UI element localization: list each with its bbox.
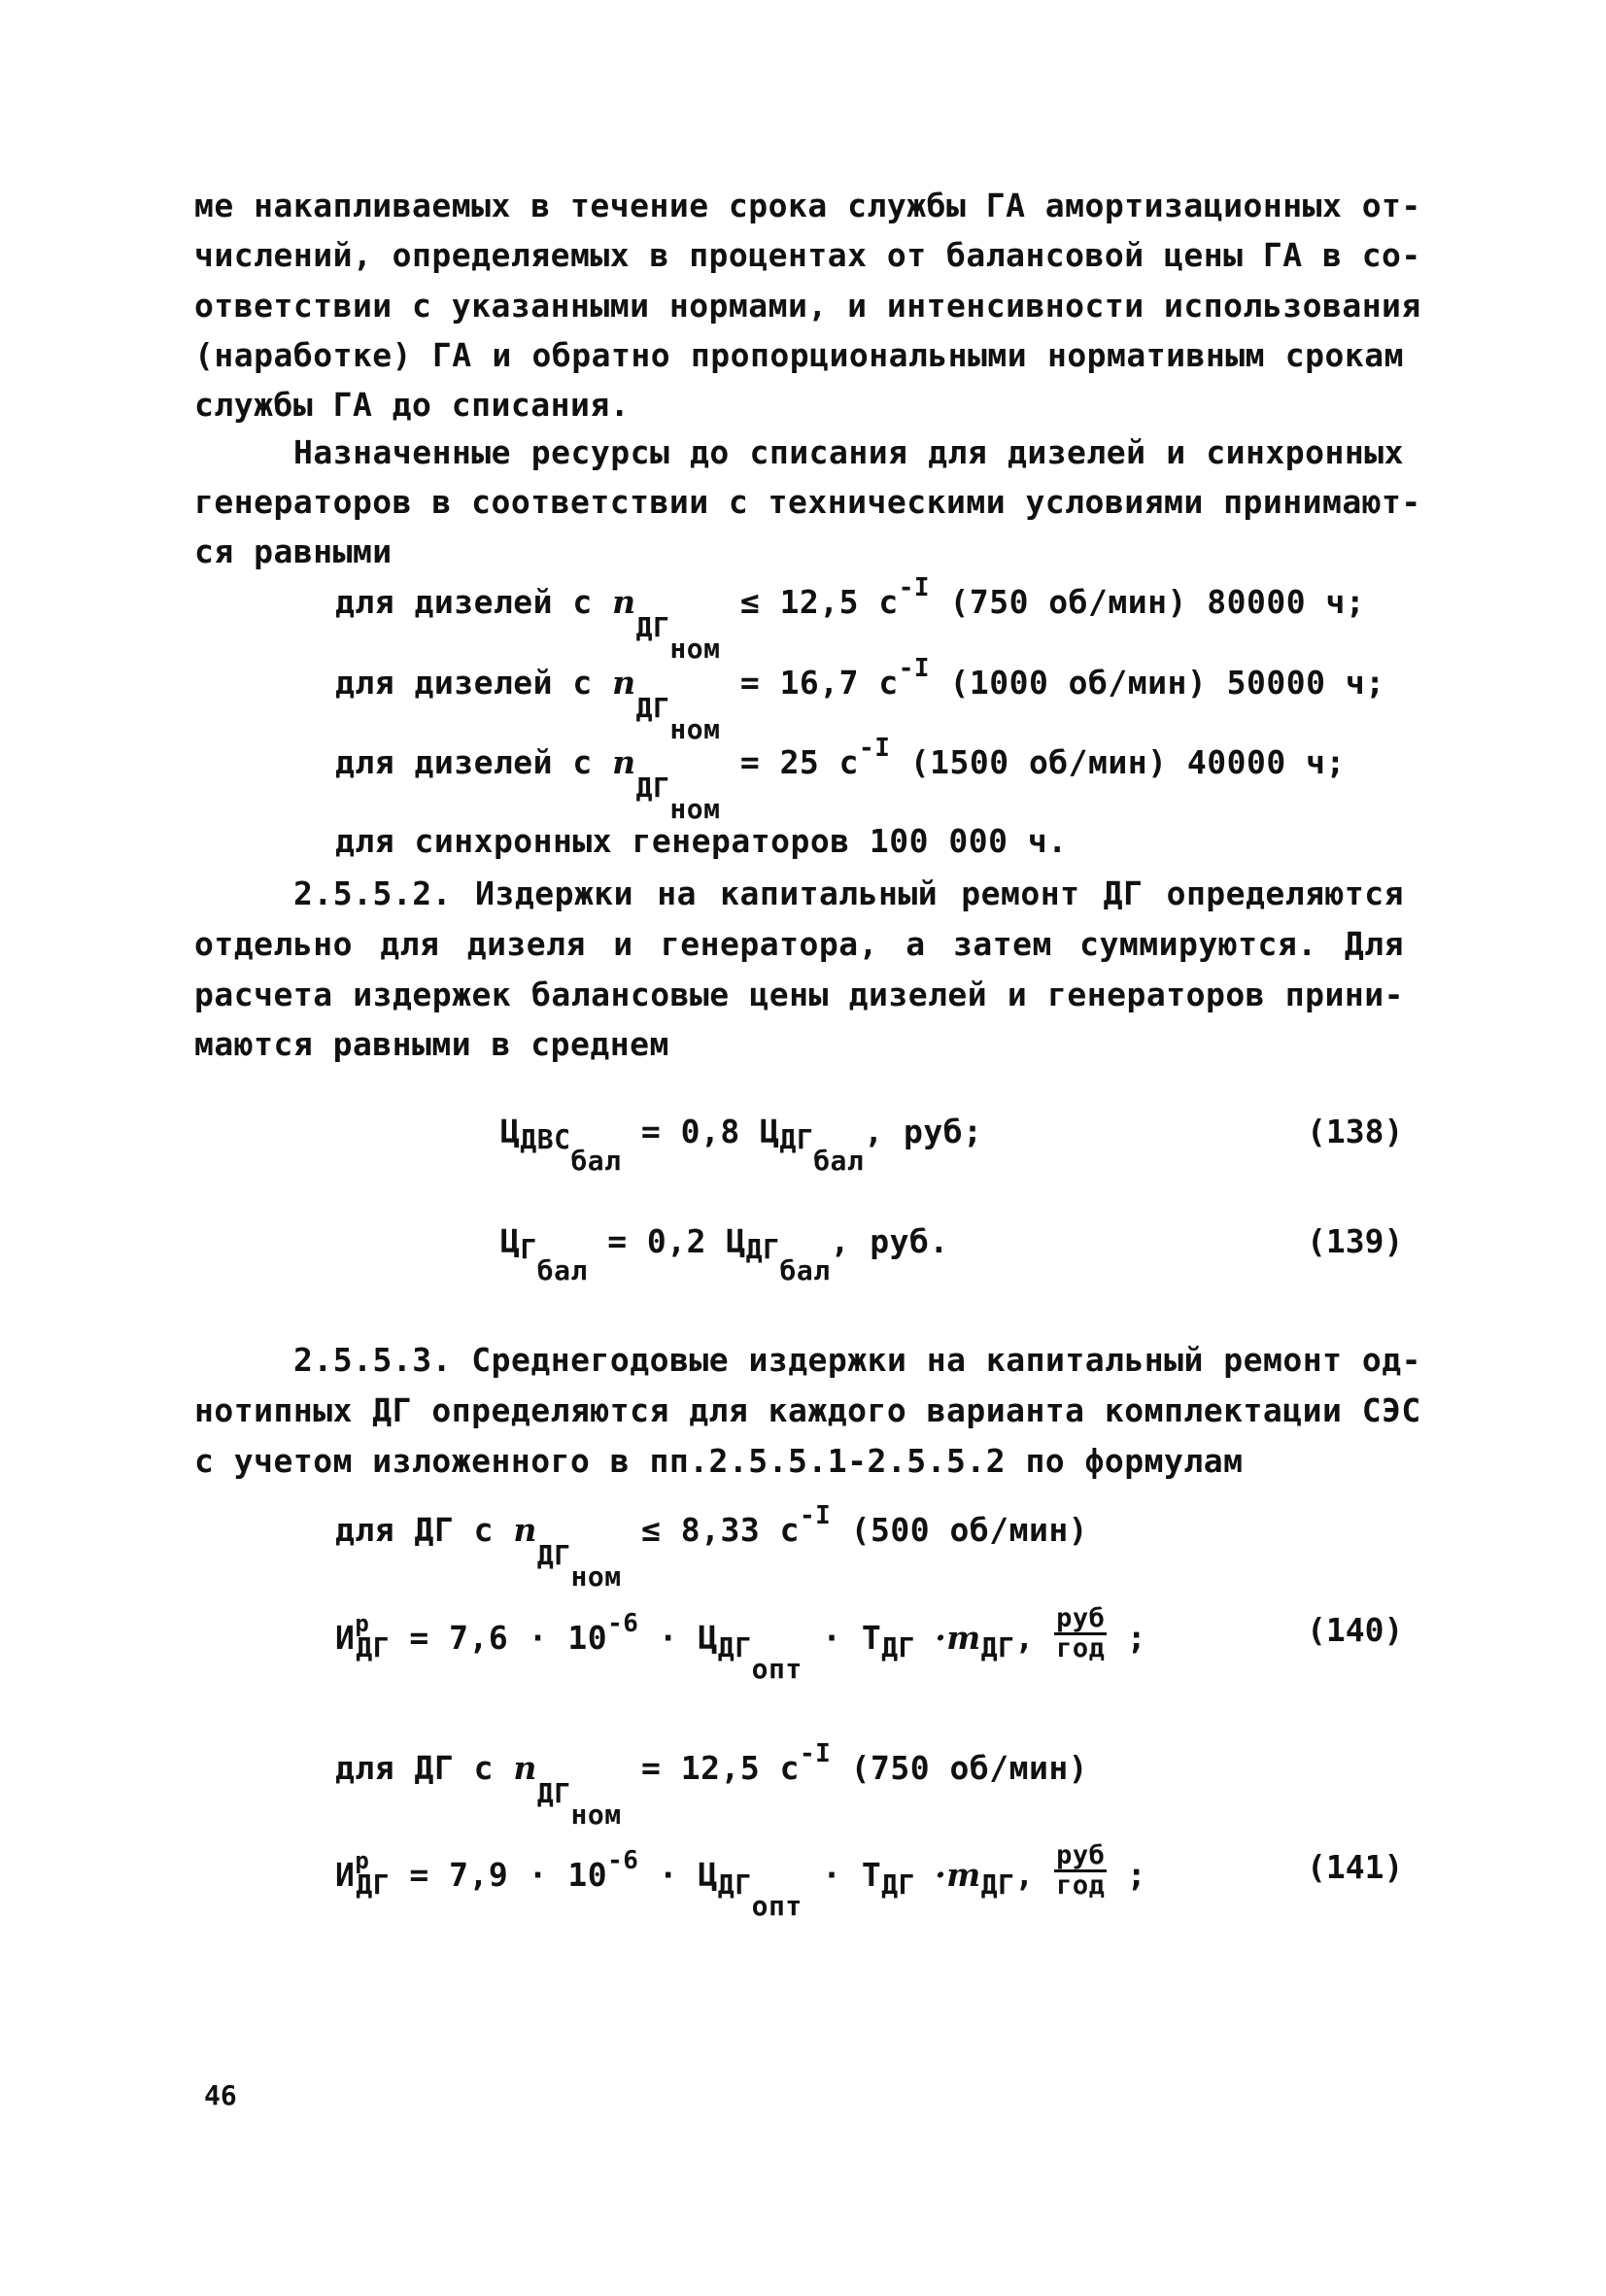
unit-fraction bbox=[1054, 1842, 1107, 1900]
exponent: -I bbox=[799, 1501, 832, 1530]
equation-body: = 0,8 Ц bbox=[640, 1113, 780, 1150]
subscript bbox=[536, 1777, 622, 1831]
equation-symbol: И bbox=[335, 1619, 356, 1657]
resource-prefix: для дизелей с bbox=[335, 664, 593, 702]
equation-term: · Т bbox=[822, 1619, 882, 1657]
rotation-speed-variable: n bbox=[513, 1511, 537, 1549]
subscript bbox=[520, 1123, 622, 1177]
subscript-text: бал bbox=[779, 1254, 831, 1286]
exponent: -6 bbox=[607, 1609, 639, 1638]
equation-term: ·m bbox=[935, 1856, 981, 1894]
equation-unit: , руб; bbox=[864, 1113, 983, 1150]
subscript-text: ДГ bbox=[536, 1539, 571, 1571]
text-line: 2.5.5.2. Издержки на капитальный ремонт ДГ определяются bbox=[293, 874, 1404, 912]
condition-prefix: для ДГ с bbox=[335, 1511, 494, 1549]
resource-prefix: для дизелей с bbox=[335, 743, 593, 781]
equation-139 bbox=[500, 1222, 949, 1286]
equation-term: · Т bbox=[822, 1856, 882, 1894]
text-line: Назначенные ресурсы до списания для дизелей и синхронных bbox=[293, 433, 1404, 471]
subscript-text: бал bbox=[813, 1145, 865, 1177]
relation: = 16,7 с bbox=[739, 664, 899, 702]
condition-750 bbox=[335, 1739, 1089, 1831]
subscript-text: ДГ bbox=[635, 611, 670, 643]
resource-line-750 bbox=[335, 573, 1366, 665]
equation-body: = 7,9 · 10 bbox=[409, 1856, 608, 1894]
unit-fraction bbox=[1054, 1605, 1107, 1662]
subscript bbox=[779, 1123, 865, 1177]
exponent: -I bbox=[799, 1739, 832, 1768]
subscript-text: опт bbox=[751, 1890, 803, 1922]
subscript-text: опт bbox=[751, 1653, 803, 1685]
subscript-text: ДГ bbox=[635, 692, 670, 724]
subscript: ДГ bbox=[356, 1868, 391, 1901]
subscript-text: бал bbox=[536, 1254, 588, 1286]
subscript bbox=[717, 1868, 803, 1922]
equation-unit: , руб. bbox=[830, 1222, 949, 1260]
equation-number: (141) bbox=[1307, 1848, 1404, 1886]
subscript-text: бал bbox=[570, 1145, 622, 1177]
condition-prefix: для ДГ с bbox=[335, 1749, 494, 1787]
subscript-text: ДГ bbox=[536, 1777, 571, 1809]
exponent: -I bbox=[859, 734, 891, 763]
exponent: -I bbox=[898, 573, 931, 602]
equation-term: · Ц bbox=[658, 1619, 718, 1657]
subscript bbox=[520, 1233, 588, 1286]
equation-term: · Ц bbox=[658, 1856, 718, 1894]
text-line: с учетом изложенного в пп.2.5.5.1-2.5.5.2 по формулам bbox=[194, 1442, 1244, 1480]
text-line: ме накапливаемых в течение срока службы ГА амортизационных от- bbox=[194, 187, 1421, 224]
equation-symbol: Ц bbox=[500, 1113, 521, 1150]
equation-140: $И^р_{ДГ} = 7,6 \cdot 10^{-6} \cdot Ц_{ДГопт} \cdot Т_{ДГ} \cdot m_{ДГ}$, $\frac{\text{руб}}{\text{год}}$ ; bbox=[335, 1603, 1147, 1685]
superscript: р bbox=[355, 1610, 370, 1637]
subscript-text: ном bbox=[669, 713, 721, 745]
subscript-text: ном bbox=[570, 1560, 622, 1593]
subscript: ДГ bbox=[980, 1631, 1015, 1663]
equation-body: = 0,2 Ц bbox=[607, 1222, 746, 1260]
resource-prefix: для дизелей с bbox=[335, 583, 593, 621]
resource-value: (750 об/мин) 80000 ч; bbox=[949, 583, 1366, 621]
equation-138 bbox=[500, 1113, 983, 1177]
text-line: числений, определяемых в процентах от балансовой цены ГА в со- bbox=[194, 236, 1421, 274]
subscript bbox=[717, 1631, 803, 1685]
equation-body: = 7,6 · 10 bbox=[409, 1619, 608, 1657]
equation-term: ·m bbox=[935, 1619, 981, 1657]
subscript bbox=[745, 1233, 831, 1286]
condition-rest: (500 об/мин) bbox=[850, 1511, 1089, 1549]
subscript-text: ДГ bbox=[779, 1123, 814, 1155]
subscript-text: ДГ bbox=[717, 1868, 752, 1901]
equation-symbol: И bbox=[335, 1856, 356, 1894]
fraction-numerator: руб bbox=[1056, 1840, 1106, 1870]
subscript-text: ном bbox=[669, 633, 721, 665]
subscript bbox=[635, 771, 721, 825]
subscript: ДГ bbox=[980, 1868, 1015, 1901]
subscript-text: ДГ bbox=[635, 771, 670, 804]
equation-141: $И^р_{ДГ} = 7,9 \cdot 10^{-6} \cdot Ц_{ДГопт} \cdot Т_{ДГ} \cdot m_{ДГ}$, $\frac{\text{руб}}{\text{год}}$ ; bbox=[335, 1840, 1147, 1922]
subscript bbox=[635, 611, 721, 665]
equation-number: (138) bbox=[1307, 1113, 1404, 1150]
subscript: ДГ bbox=[881, 1631, 915, 1663]
resource-line-1000 bbox=[335, 654, 1385, 745]
resource-line-1500 bbox=[335, 734, 1346, 825]
text-line: генераторов в соответствии с техническими условиями принимают- bbox=[194, 483, 1421, 521]
equation-symbol: Ц bbox=[500, 1222, 521, 1260]
subscript-text: ном bbox=[570, 1799, 622, 1831]
exponent: -6 bbox=[607, 1846, 639, 1875]
equation-number: (139) bbox=[1307, 1222, 1404, 1260]
text-line: маются равными в среднем bbox=[194, 1025, 669, 1063]
page-number: 46 bbox=[204, 2079, 237, 2111]
text-line: нотипных ДГ определяются для каждого варианта комплектации СЭС bbox=[194, 1391, 1421, 1429]
resource-line-generators: для синхронных генераторов 100 000 ч. bbox=[335, 822, 1068, 860]
subscript bbox=[635, 692, 721, 745]
subscript-text: ДГ bbox=[745, 1233, 780, 1265]
text-line: расчета издержек балансовые цены дизелей и генераторов прини- bbox=[194, 976, 1404, 1013]
subscript-text: ДВС bbox=[520, 1123, 571, 1155]
text-line: (наработке) ГА и обратно пропорциональными нормативным срокам bbox=[194, 336, 1404, 374]
rotation-speed-variable: n bbox=[612, 583, 636, 621]
subscript-text: ДГ bbox=[717, 1631, 752, 1663]
relation: ≤ 8,33 с bbox=[641, 1511, 800, 1549]
subscript bbox=[536, 1539, 622, 1593]
rotation-speed-variable: n bbox=[612, 664, 636, 702]
equation-number: (140) bbox=[1307, 1611, 1404, 1649]
fraction-denominator: год bbox=[1056, 1633, 1106, 1663]
subscript: ДГ bbox=[881, 1868, 915, 1901]
exponent: -I bbox=[898, 654, 931, 683]
text-line: службы ГА до списания. bbox=[194, 386, 631, 424]
relation: ≤ 12,5 с bbox=[739, 583, 899, 621]
text-line: ся равными bbox=[194, 532, 393, 570]
rotation-speed-variable: n bbox=[513, 1749, 537, 1787]
rotation-speed-variable: n bbox=[612, 743, 636, 781]
resource-value: (1000 об/мин) 50000 ч; bbox=[949, 664, 1385, 702]
condition-rest: (750 об/мин) bbox=[850, 1749, 1089, 1787]
subscript-text: Г bbox=[520, 1233, 537, 1265]
relation: = 12,5 с bbox=[641, 1749, 800, 1787]
superscript: р bbox=[355, 1847, 370, 1874]
relation: = 25 с bbox=[739, 743, 860, 781]
subscript: ДГ bbox=[356, 1631, 391, 1663]
resource-value: (1500 об/мин) 40000 ч; bbox=[909, 743, 1346, 781]
condition-500 bbox=[335, 1501, 1089, 1593]
text-line: отдельно для дизеля и генератора, а затем суммируются. Для bbox=[194, 925, 1404, 963]
fraction-denominator: год bbox=[1056, 1870, 1106, 1901]
subscript-text: ном bbox=[669, 793, 721, 825]
text-line: ответствии с указанными нормами, и интенсивности использования bbox=[194, 287, 1421, 325]
fraction-numerator: руб bbox=[1056, 1603, 1106, 1633]
text-line: 2.5.5.3. Среднегодовые издержки на капитальный ремонт од- bbox=[293, 1341, 1421, 1379]
